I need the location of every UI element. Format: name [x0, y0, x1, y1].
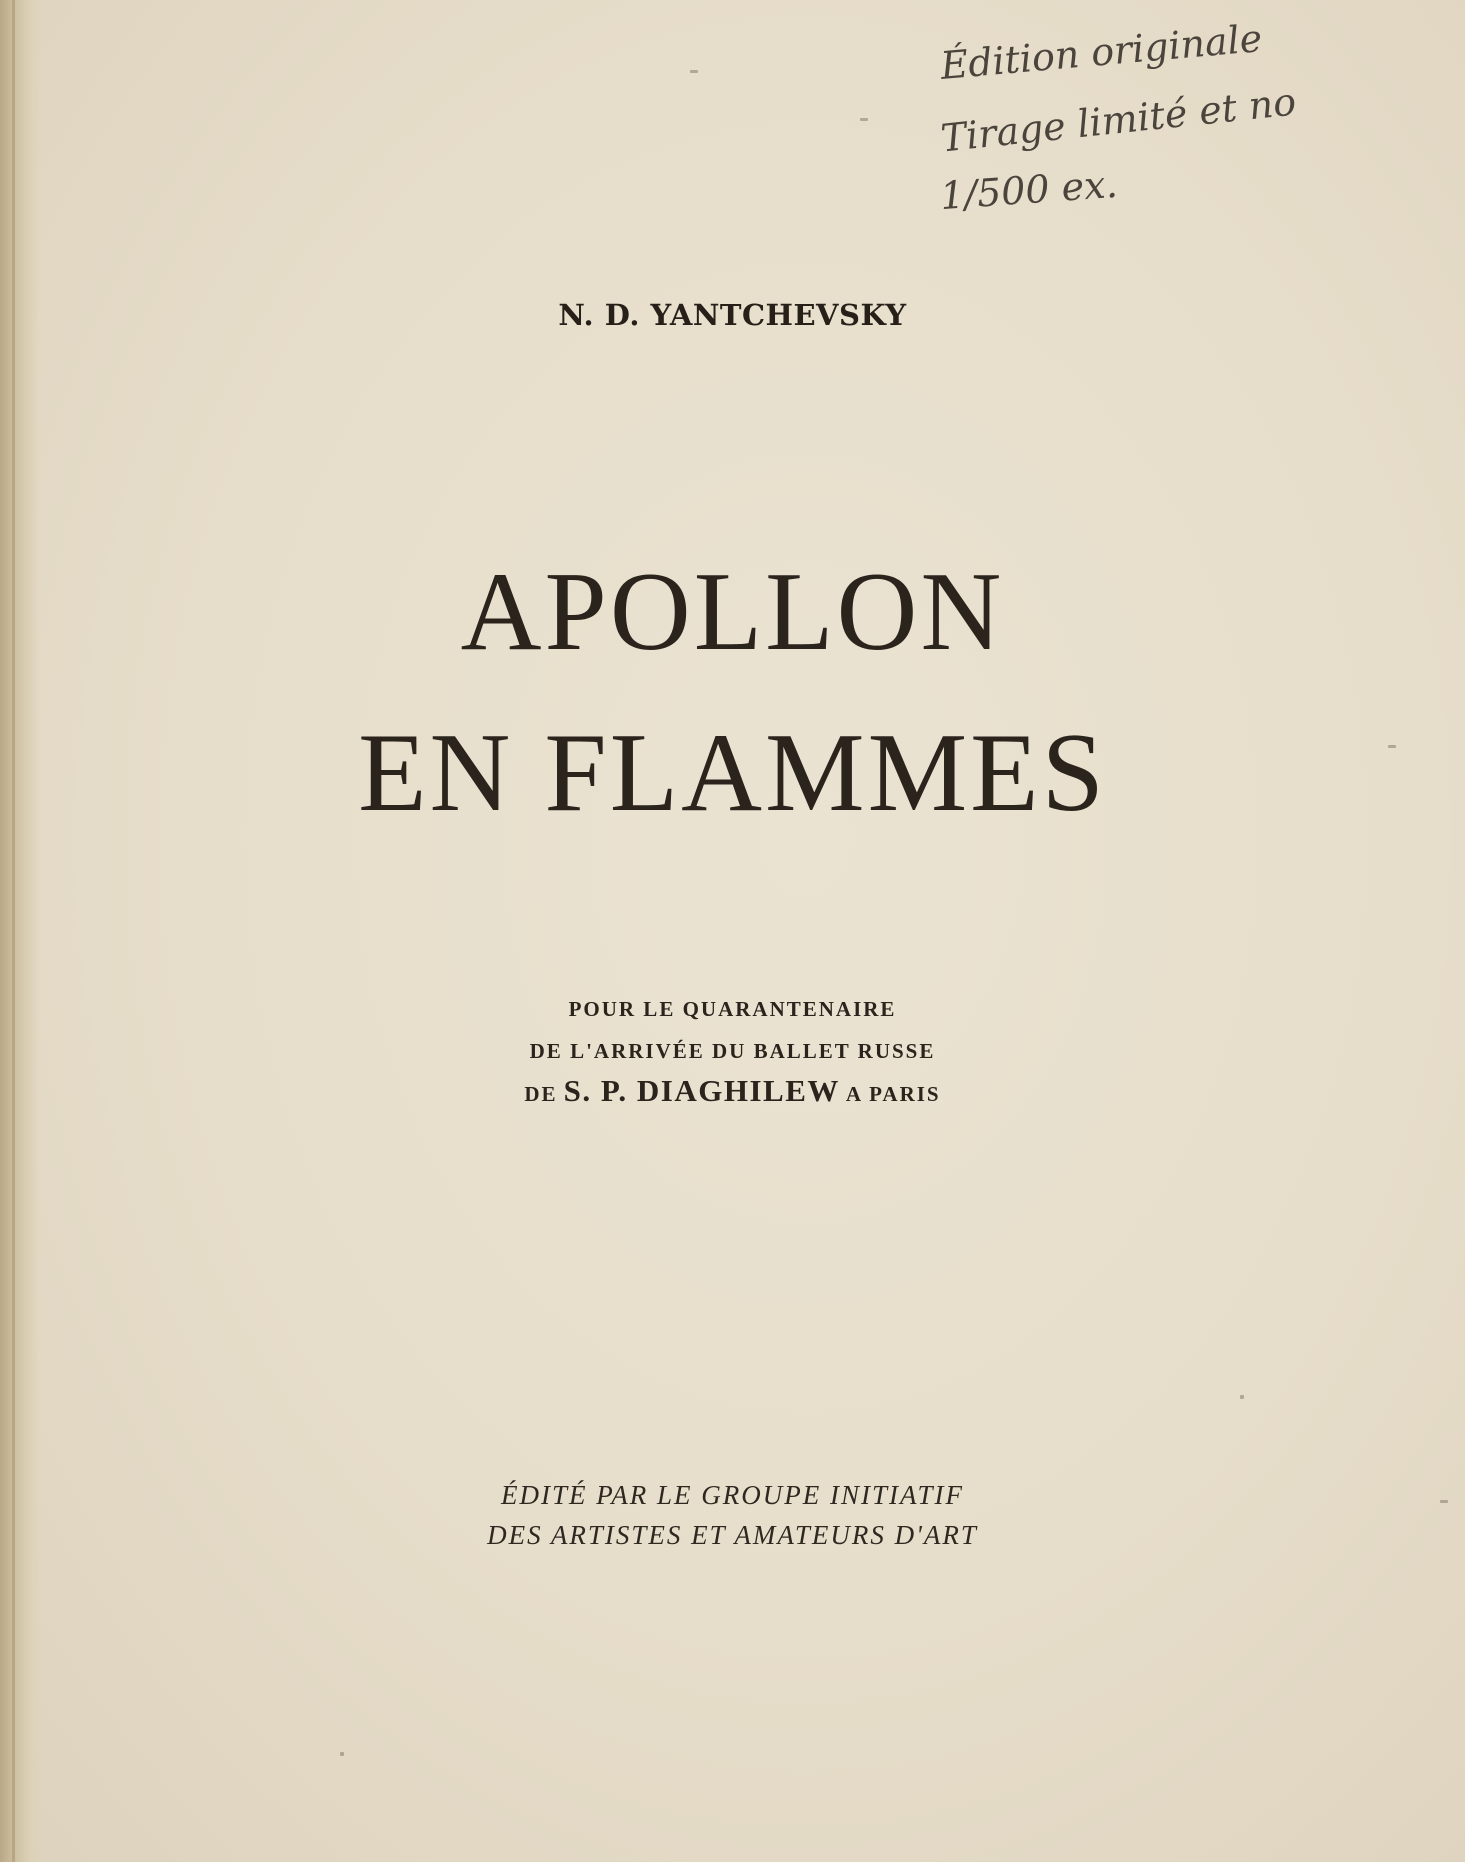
- book-spine-edge: [0, 0, 40, 1862]
- title-line-2: EN FLAMMES: [358, 711, 1107, 835]
- handwritten-annotation: [920, 16, 1360, 230]
- paper-speck: [860, 118, 868, 121]
- title-line-1: APOLLON: [460, 550, 1005, 674]
- paper-speck: [1240, 1395, 1244, 1399]
- spine-fold-line: [12, 0, 15, 1862]
- dedication-name: S. P. DIAGHILEW: [563, 1073, 840, 1108]
- dedication-line-1: POUR LE QUARANTENAIRE: [568, 997, 897, 1021]
- publisher-line-2: DES ARTISTES ET AMATEURS D'ART: [487, 1520, 978, 1550]
- dedication-prefix: DE: [524, 1082, 558, 1106]
- dedication-line-2: DE L'ARRIVÉE DU BALLET RUSSE: [529, 1039, 936, 1063]
- paper-speck: [1440, 1500, 1448, 1503]
- paper-speck: [1388, 745, 1396, 748]
- paper-speck: [340, 1752, 344, 1756]
- handwritten-line-1: Édition originale: [938, 16, 1264, 88]
- dedication-line-3: [0, 1073, 1465, 1109]
- handwritten-line-2: Tirage limité et no: [938, 79, 1299, 161]
- paper-speck: [690, 70, 698, 73]
- handwritten-line-3: 1/500 ex.: [938, 161, 1119, 219]
- dedication-suffix: A PARIS: [845, 1082, 941, 1106]
- publisher-line-1: ÉDITÉ PAR LE GROUPE INITIATIF: [501, 1480, 964, 1510]
- author-name: N. D. YANTCHEVSKY: [558, 298, 907, 332]
